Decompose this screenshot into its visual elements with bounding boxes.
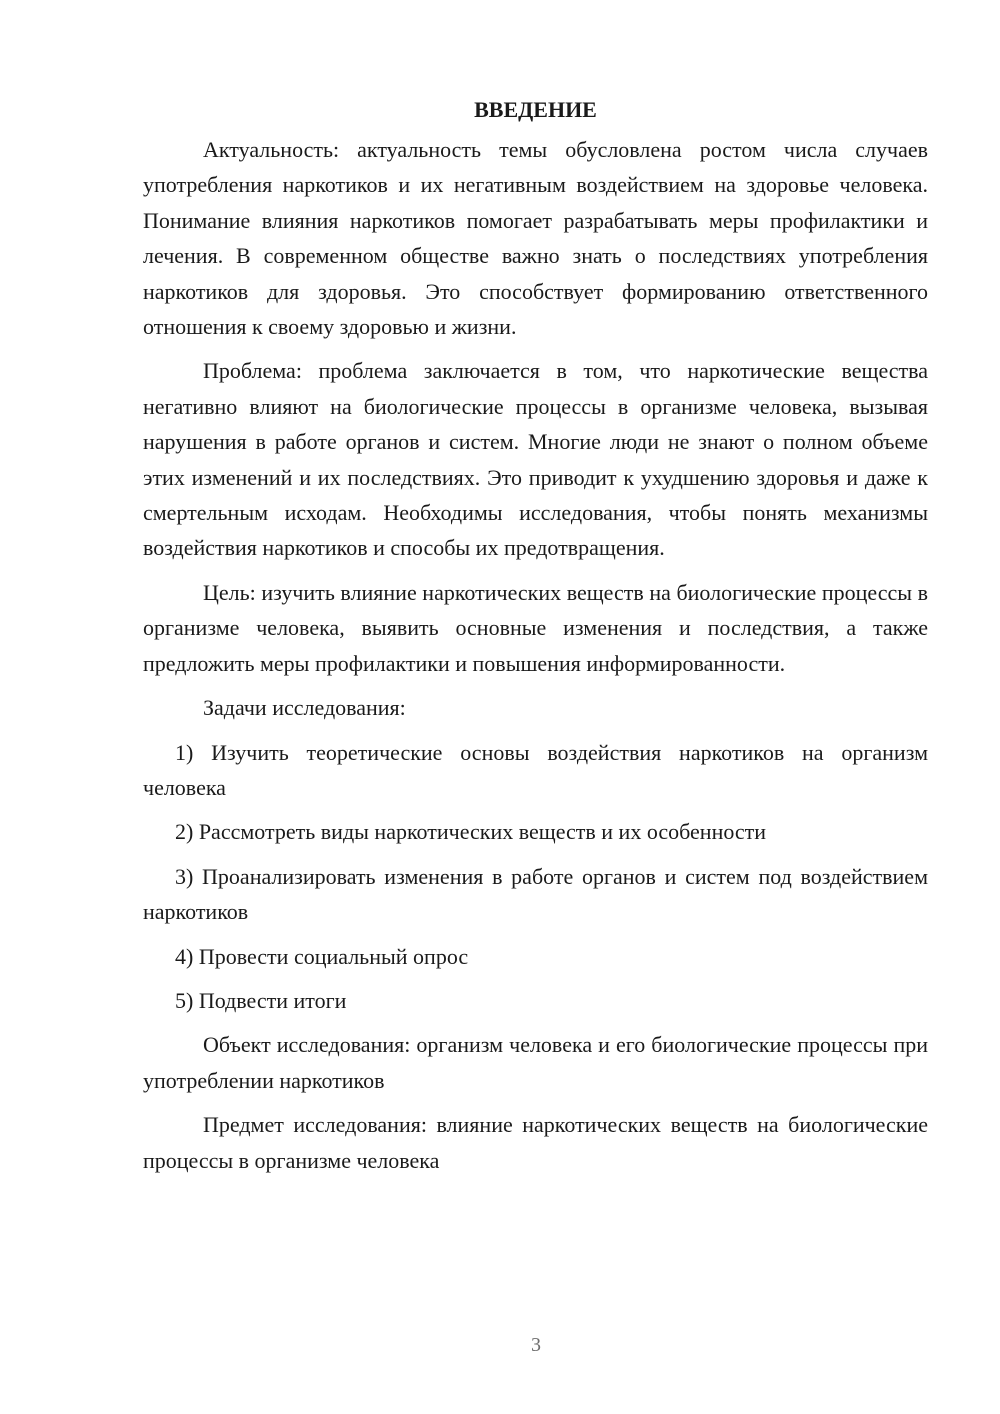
subject-paragraph: Предмет исследования: влияние наркотических веществ на биологические процессы в организме человека xyxy=(143,1112,928,1173)
relevance-paragraph: Актуальность: актуальность темы обусловлена ростом числа случаев употребления наркотиков и их негативным воздействием на здоровье человека. Понимание влияния наркотиков помогает разрабатывать меры профилактики и лечения. В современном обществе важно знать о последствиях употребления наркотиков для здоровья. Это способствует формированию ответственного отношения к своему здоровью и жизни. xyxy=(143,137,928,340)
page-content xyxy=(143,92,928,1187)
problem-paragraph: Проблема: проблема заключается в том, что наркотические вещества негативно влияют на биологические процессы в организме человека, вызывая нарушения в работе органов и систем. Многие люди не знают о полном объеме этих изменений и их последствиях. Это приводит к ухудшению здоровья и даже к смертельным исходам. Необходимы исследования, чтобы понять механизмы воздействия наркотиков и способы их предотвращения. xyxy=(143,358,928,561)
section-title: ВВЕДЕНИЕ xyxy=(474,97,597,122)
object-paragraph: Объект исследования: организм человека и его биологические процессы при употреблении наркотиков xyxy=(143,1032,928,1093)
goal-paragraph: Цель: изучить влияние наркотических веществ на биологические процессы в организме человека, выявить основные изменения и последствия, а также предложить меры профилактики и повышения информированности. xyxy=(143,579,928,676)
task-item: 2) Рассмотреть виды наркотических веществ и их особенности xyxy=(175,819,767,845)
task-item: 1) Изучить теоретические основы воздействия наркотиков на организм человека xyxy=(143,739,928,800)
page-number: 3 xyxy=(531,1334,541,1356)
task-item: 3) Проанализировать изменения в работе органов и систем под воздействием наркотиков xyxy=(143,863,928,925)
tasks-heading: Задачи исследования: xyxy=(203,695,406,721)
task-item: 4) Провести социальный опрос xyxy=(175,943,469,969)
task-item: 5) Подвести итоги xyxy=(175,987,347,1013)
